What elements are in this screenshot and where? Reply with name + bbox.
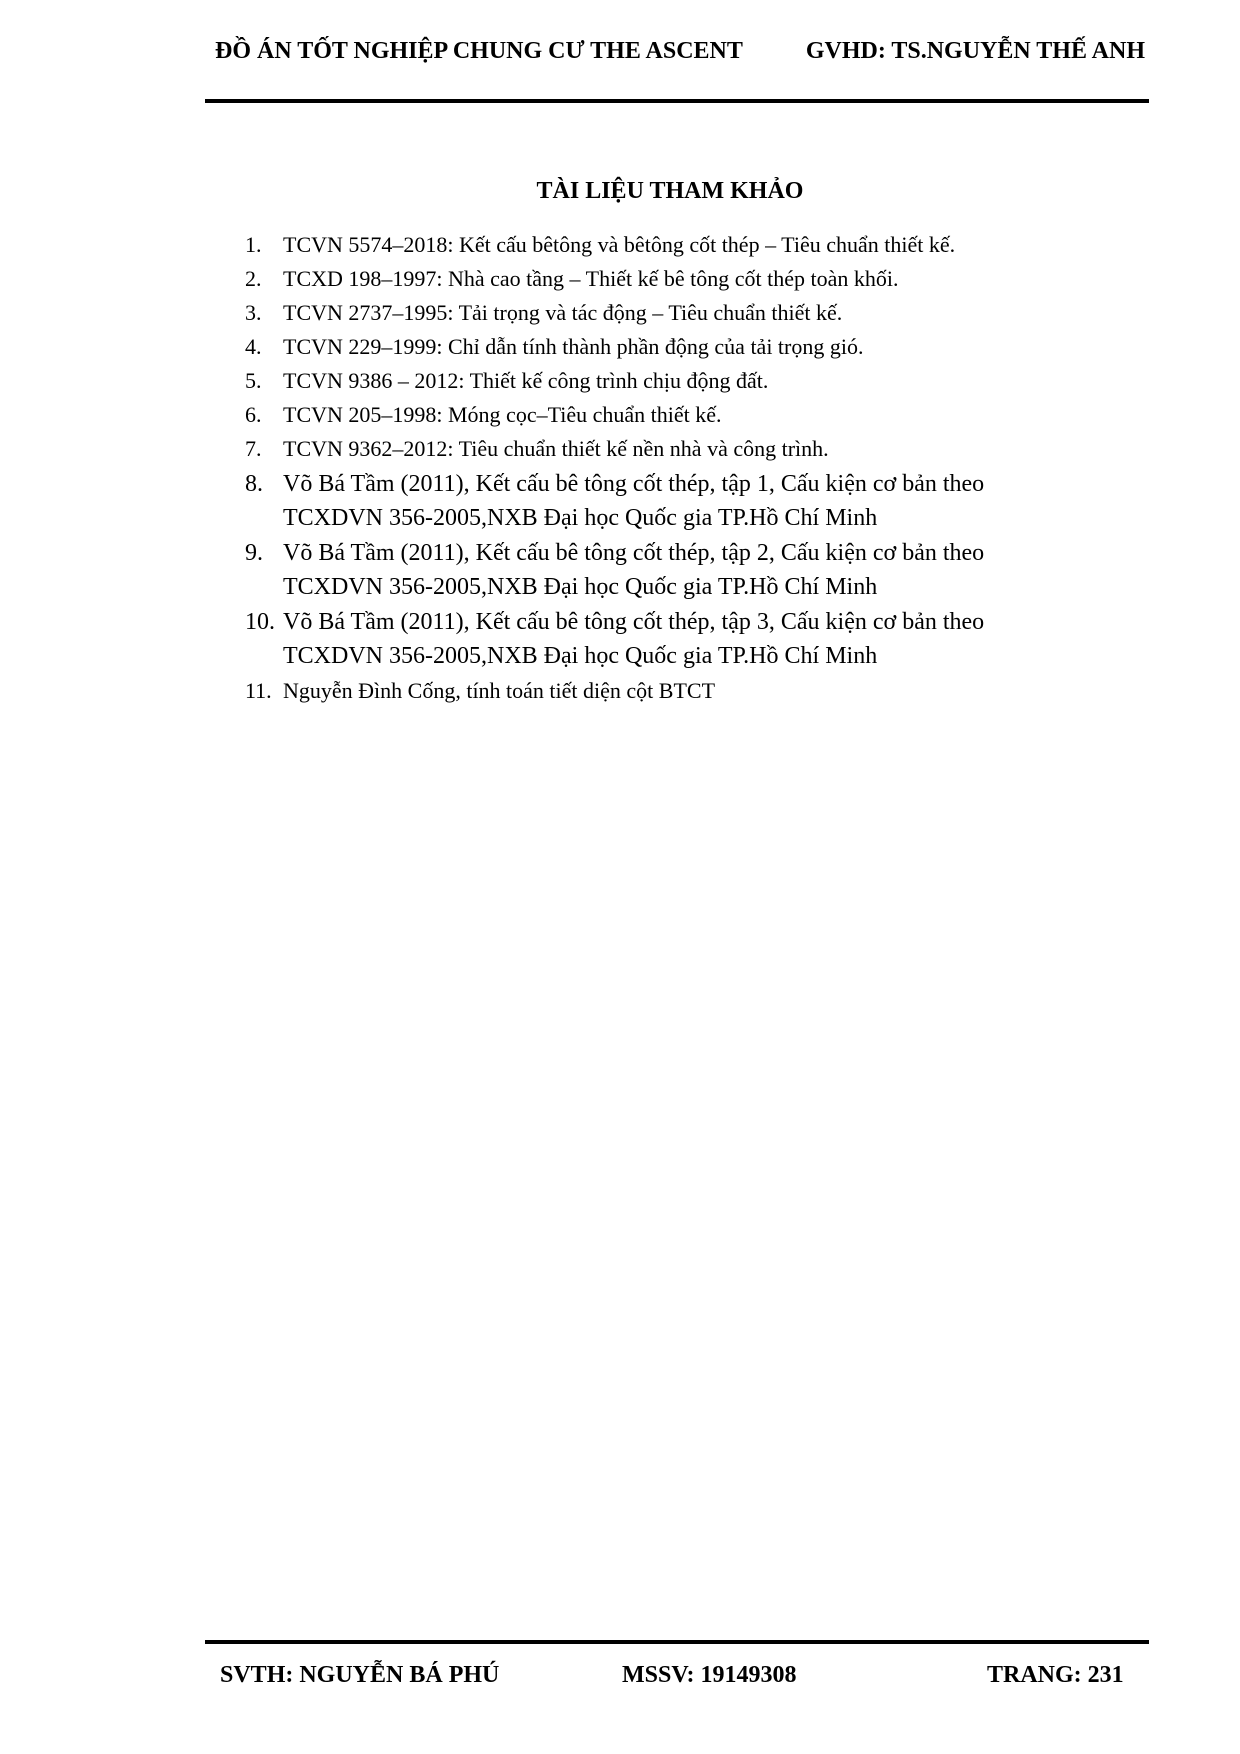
reference-item xyxy=(245,330,1125,364)
reference-item xyxy=(245,674,1125,708)
reference-number: 11. xyxy=(245,678,272,703)
reference-text-line1: Võ Bá Tầm (2011), Kết cấu bê tông cốt thép, tập 1, Cấu kiện cơ bản theo xyxy=(283,471,985,497)
project-title: ĐỒ ÁN TỐT NGHIỆP CHUNG CƯ THE ASCENT xyxy=(215,38,743,64)
page-title: TÀI LIỆU THAM KHẢO xyxy=(536,178,804,204)
reference-number: 7. xyxy=(245,436,262,461)
reference-text: TCVN 2737–1995: Tải trọng và tác động – Tiêu chuẩn thiết kế. xyxy=(283,300,843,325)
reference-item xyxy=(245,605,1125,673)
reference-text: TCVN 9386 – 2012: Thiết kế công trình chịu động đất. xyxy=(283,368,769,393)
reference-text: Nguyễn Đình Cống, tính toán tiết diện cột BTCT xyxy=(283,678,716,703)
reference-item xyxy=(245,432,1125,466)
reference-number: 8. xyxy=(245,471,263,497)
reference-item xyxy=(245,228,1125,262)
reference-item xyxy=(245,262,1125,296)
reference-item xyxy=(245,467,1125,535)
reference-text: TCVN 9362–2012: Tiêu chuẩn thiết kế nền nhà và công trình. xyxy=(283,436,829,461)
student-name: SVTH: NGUYỄN BÁ PHÚ xyxy=(220,1662,500,1688)
reference-text: TCVN 5574–2018: Kết cấu bêtông và bêtông cốt thép – Tiêu chuẩn thiết kế. xyxy=(283,232,956,257)
reference-text: TCXD 198–1997: Nhà cao tầng – Thiết kế bê tông cốt thép toàn khối. xyxy=(283,266,899,291)
reference-text: TCVN 229–1999: Chỉ dẫn tính thành phần động của tải trọng gió. xyxy=(283,334,864,359)
advisor-name: GVHD: TS.NGUYỄN THẾ ANH xyxy=(805,38,1145,64)
page-number: TRANG: 231 xyxy=(987,1662,1124,1688)
reference-number: 9. xyxy=(245,540,263,566)
reference-number: 10. xyxy=(245,609,275,635)
footer-divider xyxy=(205,1640,1149,1644)
reference-item xyxy=(245,536,1125,604)
page-header xyxy=(205,38,1145,78)
reference-text-line2: TCXDVN 356-2005,NXB Đại học Quốc gia TP.Hồ Chí Minh xyxy=(283,505,878,531)
reference-item xyxy=(245,398,1125,432)
reference-item xyxy=(245,296,1125,330)
reference-text-line2: TCXDVN 356-2005,NXB Đại học Quốc gia TP.Hồ Chí Minh xyxy=(283,574,878,600)
reference-item xyxy=(245,364,1125,398)
reference-number: 6. xyxy=(245,402,262,427)
reference-text-line1: Võ Bá Tầm (2011), Kết cấu bê tông cốt thép, tập 2, Cấu kiện cơ bản theo xyxy=(283,540,985,566)
reference-number: 2. xyxy=(245,266,262,291)
reference-number: 5. xyxy=(245,368,262,393)
reference-number: 3. xyxy=(245,300,262,325)
reference-text: TCVN 205–1998: Móng cọc–Tiêu chuẩn thiết kế. xyxy=(283,402,722,427)
reference-list xyxy=(245,228,1125,708)
reference-text-line2: TCXDVN 356-2005,NXB Đại học Quốc gia TP.Hồ Chí Minh xyxy=(283,643,878,669)
header-divider xyxy=(205,99,1149,103)
reference-text-line1: Võ Bá Tầm (2011), Kết cấu bê tông cốt thép, tập 3, Cấu kiện cơ bản theo xyxy=(283,609,985,635)
reference-number: 4. xyxy=(245,334,262,359)
student-id: MSSV: 19149308 xyxy=(622,1662,797,1688)
reference-number: 1. xyxy=(245,232,262,257)
